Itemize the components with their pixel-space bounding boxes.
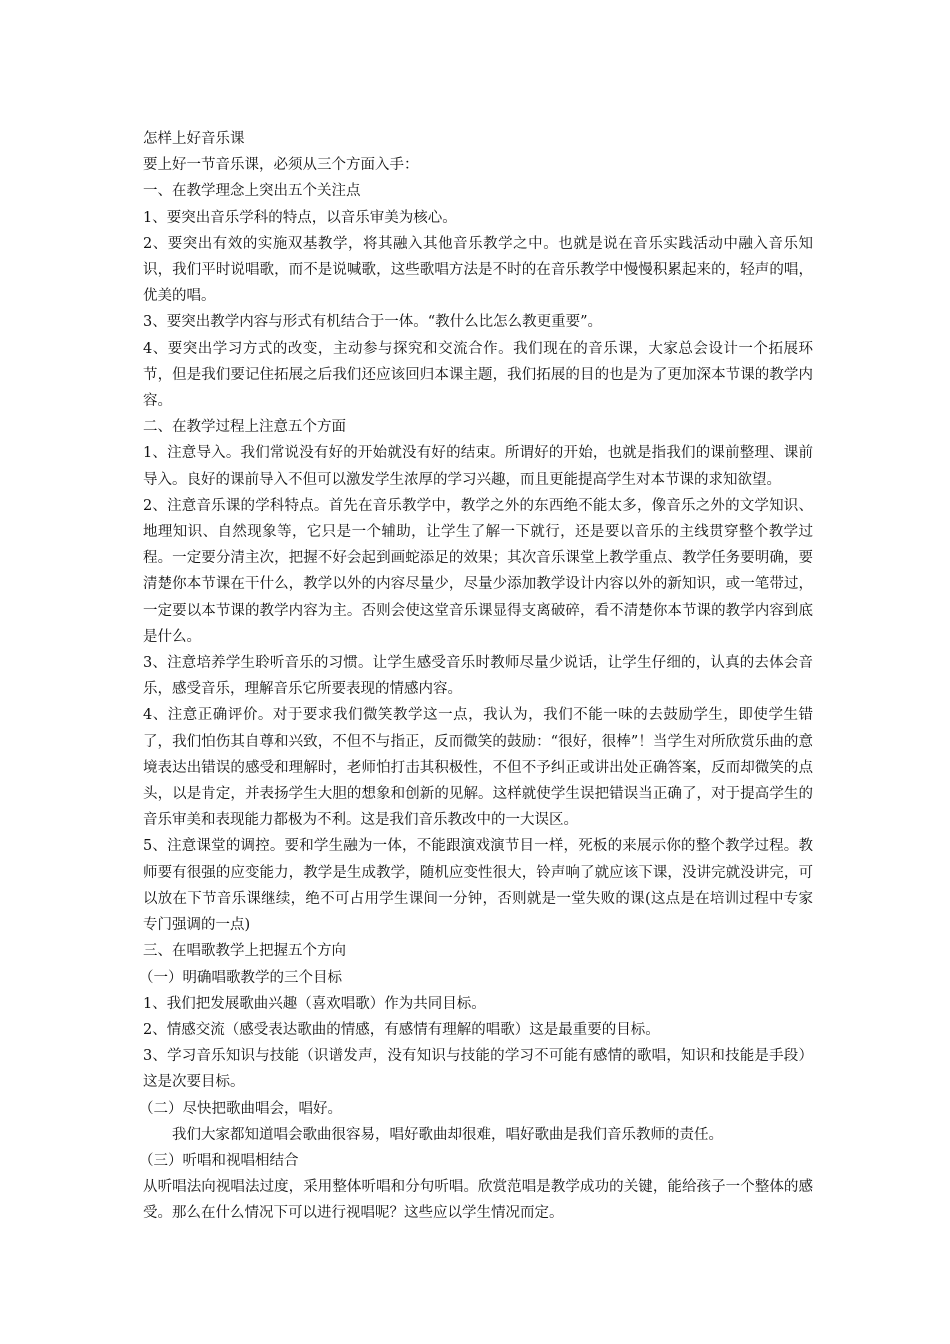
paragraph: 3、注意培养学生聆听音乐的习惯。让学生感受音乐时教师尽量少说话，让学生仔细的，认真的去体会音乐，感受音乐，理解音乐它所要表现的情感内容。 bbox=[143, 655, 813, 698]
paragraph: 2、要突出有效的实施双基教学，将其融入其他音乐教学之中。也就是说在音乐实践活动中融入音乐知识，我们平时说唱歌，而不是说喊歌，这些歌唱方法是不时的在音乐教学中慢慢积累起来的，轻声的唱，优美的唱。 bbox=[143, 235, 813, 305]
paragraph: 1、注意导入。我们常说没有好的开始就没有好的结束。所谓好的开始，也就是指我们的课前整理、课前导入。良好的课前导入不但可以激发学生浓厚的学习兴趣，而且更能提高学生对本节课的求知欲望。 bbox=[143, 445, 813, 488]
paragraph: 1、要突出音乐学科的特点，以音乐审美为核心。 bbox=[143, 209, 457, 226]
paragraph: 一、在教学理念上突出五个关注点 bbox=[143, 183, 361, 200]
document-title: 怎样上好音乐课 bbox=[143, 131, 245, 147]
document-body bbox=[139, 126, 813, 1227]
paragraph: （二）尽快把歌曲唱会，唱好。 bbox=[139, 1100, 342, 1117]
paragraph: 1、我们把发展歌曲兴趣（喜欢唱歌）作为共同目标。 bbox=[143, 995, 486, 1012]
paragraph: 2、注意音乐课的学科特点。首先在音乐教学中，教学之外的东西绝不能太多，像音乐之外的文学知识、地理知识、自然现象等，它只是一个辅助，让学生了解一下就行，还是要以音乐的主线贯穿整个教学过程。一定要分清主次，把握不好会起到画蛇添足的效果；其次音乐课堂上教学重点、教学任务要明确，要清楚你本节课在干什么，教学以外的内容尽量少，尽量少添加教学设计内容以外的新知识，或一笔带过，一定要以本节课的教学内容为主。否则会使这堂音乐课显得支离破碎，看不清楚你本节课的教学内容到底是什么。 bbox=[143, 497, 813, 645]
paragraph: 2、情感交流（感受表达歌曲的情感，有感情有理解的唱歌）这是最重要的目标。 bbox=[143, 1021, 660, 1038]
paragraph: 我们大家都知道唱会歌曲很容易，唱好歌曲却很难，唱好歌曲是我们音乐教师的责任。 bbox=[172, 1126, 723, 1143]
paragraph: 要上好一节音乐课，必须从三个方面入手： bbox=[143, 157, 419, 174]
paragraph: 二、在教学过程上注意五个方面 bbox=[143, 419, 346, 436]
paragraph: （一）明确唱歌教学的三个目标 bbox=[139, 969, 342, 986]
paragraph: 4、要突出学习方式的改变，主动参与探究和交流合作。我们现在的音乐课，大家总会设计一个拓展环节，但是我们要记住拓展之后我们还应该回归本课主题，我们拓展的目的也是为了更加深本节课的教学内容。 bbox=[143, 340, 813, 410]
paragraph-list bbox=[139, 152, 813, 1226]
paragraph: 从听唱法向视唱法过度，采用整体听唱和分句听唱。欣赏范唱是教学成功的关键，能给孩子一个整体的感受。那么在什么情况下可以进行视唱呢？这些应以学生情况而定。 bbox=[143, 1179, 813, 1222]
paragraph: 3、要突出教学内容与形式有机结合于一体。“教什么比怎么教更重要”。 bbox=[143, 314, 603, 331]
paragraph: 4、注意正确评价。对于要求我们微笑教学这一点，我认为，我们不能一味的去鼓励学生，即使学生错了，我们怕伤其自尊和兴致，不但不与指正，反而微笑的鼓励：“很好，很棒”！当学生对所欣赏乐曲的意境表达出错误的感受和理解时，老师怕打击其积极性，不但不予纠正或讲出处正确答案，反而却微笑的点头，以是肯定，并表扬学生大胆的想象和创新的见解。这样就使学生误把错误当正确了，对于提高学生的音乐审美和表现能力都极为不利。这是我们音乐教改中的一大误区。 bbox=[143, 707, 813, 829]
paragraph: （三）听唱和视唱相结合 bbox=[139, 1152, 299, 1169]
paragraph: 5、注意课堂的调控。要和学生融为一体，不能跟演戏演节目一样，死板的来展示你的整个教学过程。教师要有很强的应变能力，教学是生成教学，随机应变性很大，铃声响了就应该下课，没讲完就没讲完，可以放在下节音乐课继续，绝不可占用学生课间一分钟，否则就是一堂失败的课(这点是在培训过程中专家专门强调的一点) bbox=[143, 838, 813, 934]
paragraph: 3、学习音乐知识与技能（识谱发声，没有知识与技能的学习不可能有感情的歌唱，知识和技能是手段）这是次要目标。 bbox=[143, 1048, 813, 1091]
paragraph: 三、在唱歌教学上把握五个方向 bbox=[143, 943, 346, 960]
